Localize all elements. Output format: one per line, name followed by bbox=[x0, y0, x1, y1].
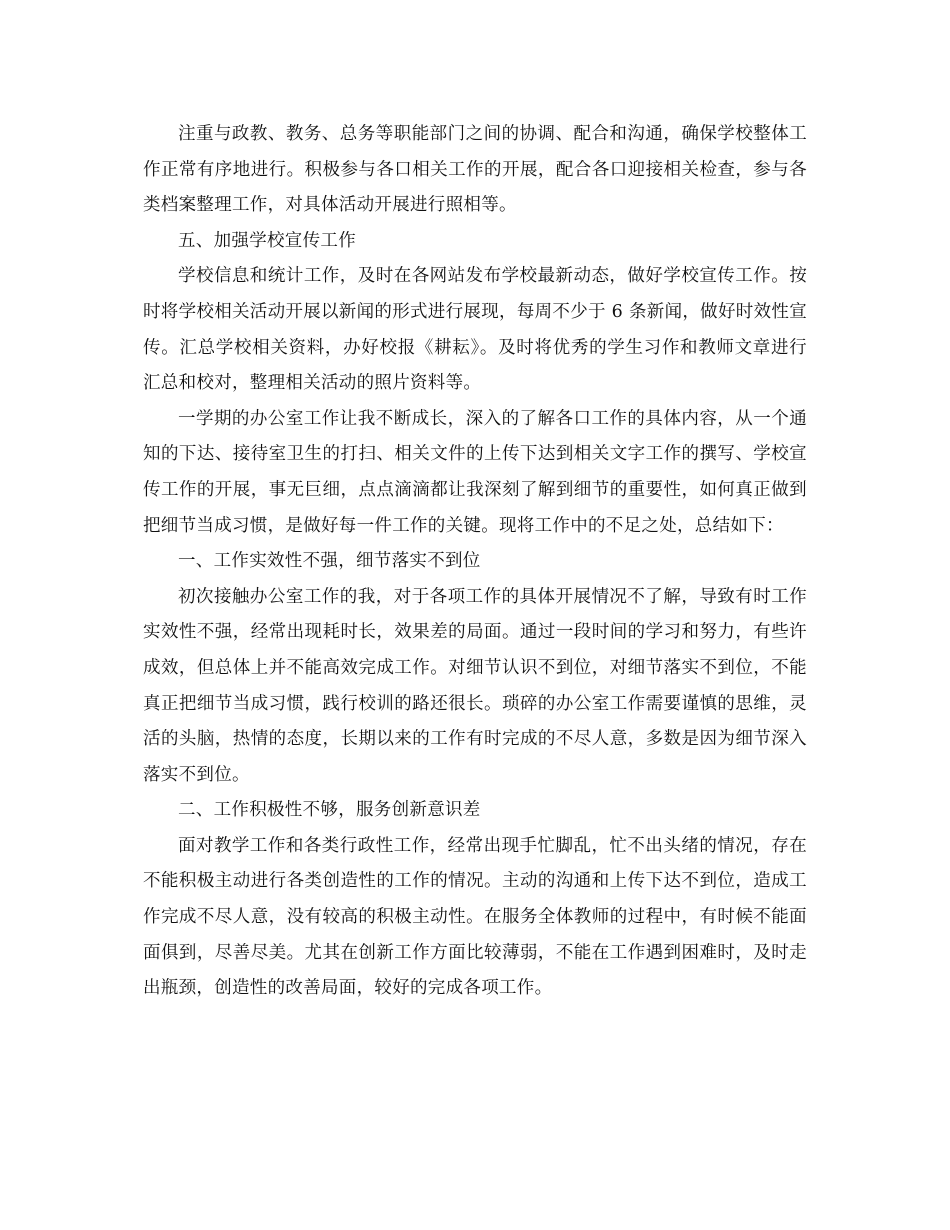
paragraph-effectiveness: 初次接触办公室工作的我，对于各项工作的具体开展情况不了解，导致有时工作实效性不强，经常出现耗时长，效果差的局面。通过一段时间的学习和努力，有些许成效，但总体上并不能高效完成工作。对细节认识不到位，对细节落实不到位，不能真正把细节当成习惯，践行校训的路还很长。琐碎的办公室工作需要谨慎的思维，灵活的头脑，热情的态度，长期以来的工作有时完成的不尽人意，多数是因为细节深入落实不到位。 bbox=[143, 586, 807, 785]
heading-initiative: 二、工作积极性不够，服务创新意识差 bbox=[178, 800, 481, 821]
paragraph-coordination: 注重与政教、教务、总务等职能部门之间的协调、配合和沟通，确保学校整体工作正常有序地进行。积极参与各口相关工作的开展，配合各口迎接相关检查，参与各类档案整理工作，对具体活动开展进行照相等。 bbox=[143, 124, 807, 216]
document-page bbox=[143, 117, 807, 1007]
heading-effectiveness: 一、工作实效性不强，细节落实不到位 bbox=[178, 551, 481, 572]
paragraph-publicity: 学校信息和统计工作，及时在各网站发布学校最新动态，做好学校宣传工作。按时将学校相关活动开展以新闻的形式进行展现，每周不少于 6 条新闻，做好时效性宣传。汇总学校相关资料，办好校报《耕耘》。及时将优秀的学生习作和教师文章进行汇总和校对，整理相关活动的照片资料等。 bbox=[143, 266, 807, 394]
heading-publicity: 五、加强学校宣传工作 bbox=[178, 230, 356, 251]
paragraph-reflection: 一学期的办公室工作让我不断成长，深入的了解各口工作的具体内容，从一个通知的下达、接待室卫生的打扫、相关文件的上传下达到相关文字工作的撰写、学校宣传工作的开展，事无巨细，点点滴滴都让我深刻了解到细节的重要性，如何真正做到把细节当成习惯，是做好每一件工作的关键。现将工作中的不足之处，总结如下： bbox=[143, 408, 807, 536]
paragraph-initiative: 面对教学工作和各类行政性工作，经常出现手忙脚乱，忙不出头绪的情况，存在不能积极主动进行各类创造性的工作的情况。主动的沟通和上传下达不到位，造成工作完成不尽人意，没有较高的积极主动性。在服务全体教师的过程中，有时候不能面面俱到，尽善尽美。尤其在创新工作方面比较薄弱，不能在工作遇到困难时，及时走出瓶颈，创造性的改善局面，较好的完成各项工作。 bbox=[143, 835, 807, 999]
